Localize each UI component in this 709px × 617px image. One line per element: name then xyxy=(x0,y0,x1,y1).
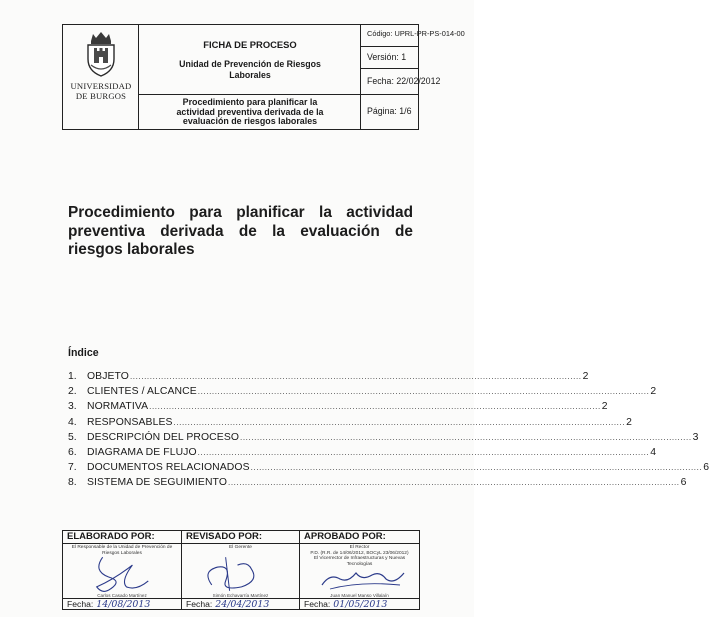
reviewed-date xyxy=(182,598,299,609)
elaborated-signature-icon xyxy=(63,551,181,595)
toc-item-normativa[interactable] xyxy=(68,401,608,416)
sheet-title-cell xyxy=(139,25,361,95)
date-cell xyxy=(361,69,441,95)
document-version: Versión: 1 xyxy=(367,52,407,62)
toc-label: OBJETO xyxy=(87,371,129,382)
document-title: Procedimiento para planificar la actividad preventiva derivada de la evaluación de riesgos laborales xyxy=(68,204,413,258)
document-code: Código: UPRL-PR-PS-014-00 xyxy=(367,29,465,38)
approved-date-value: 01/05/2013 xyxy=(333,599,388,610)
procedure-name-line2: actividad preventiva derivada de la xyxy=(176,106,324,117)
page-cell xyxy=(361,95,418,129)
sheet-title: FICHA DE PROCESO xyxy=(203,39,297,50)
version-cell xyxy=(361,47,418,69)
code-cell xyxy=(361,25,465,47)
reviewed-date-label: Fecha: xyxy=(186,599,213,609)
toc-page: 2 xyxy=(650,386,657,398)
toc-label: DOCUMENTOS RELACIONADOS xyxy=(87,462,250,474)
elaborated-column xyxy=(63,531,182,609)
elaborated-role: El Responsable de la Unidad de Prevención de Riesgos Laborales xyxy=(71,545,173,556)
toc-label: DESCRIPCIÓN DEL PROCESO xyxy=(87,431,240,443)
toc-label: DIAGRAMA DE FLUJO xyxy=(87,446,197,458)
unit-name-line2: Laborales xyxy=(229,69,271,80)
toc-label: NORMATIVA xyxy=(87,401,149,413)
page-number: Página: 1/6 xyxy=(367,106,412,116)
reviewed-heading: REVISADO POR: xyxy=(182,531,299,544)
toc-item-descripcion[interactable] xyxy=(68,431,699,447)
header-table xyxy=(62,24,465,130)
toc-leader-dots: ................................................................................................................................................................ xyxy=(129,372,582,381)
toc-leader-dots: ................................................................................................................................................................ xyxy=(197,447,650,457)
elaborated-date-label: Fecha: xyxy=(67,599,94,609)
procedure-name xyxy=(143,98,357,127)
university-name xyxy=(65,81,137,101)
procedure-name-cell xyxy=(139,95,361,129)
table-of-contents xyxy=(68,371,709,493)
toc-page: 6 xyxy=(703,462,709,474)
document-date: Fecha: 22/02/2012 xyxy=(367,76,441,86)
toc-number: 4. xyxy=(68,416,77,428)
toc-item-responsables[interactable] xyxy=(68,416,632,432)
toc-label: CLIENTES / ALCANCE xyxy=(87,386,197,398)
toc-leader-dots: ................................................................................................................................................................ xyxy=(197,387,650,397)
toc-page: 4 xyxy=(650,446,657,458)
reviewed-date-value: 24/04/2013 xyxy=(215,599,270,610)
toc-page: 3 xyxy=(692,431,699,443)
reviewed-signature-icon xyxy=(182,551,299,595)
toc-number: 3. xyxy=(68,401,77,413)
approved-date xyxy=(300,598,419,609)
elaborated-date xyxy=(63,598,181,609)
toc-item-documentos[interactable] xyxy=(68,462,709,477)
elaborated-heading: ELABORADO POR: xyxy=(63,531,181,544)
toc-number: 6. xyxy=(68,446,77,458)
toc-label: RESPONSABLES xyxy=(87,416,173,428)
university-logo-cell xyxy=(63,25,139,129)
university-name-line2: DE BURGOS xyxy=(75,91,127,101)
elaborated-name: Carlos Casado Martínez xyxy=(97,593,147,598)
toc-leader-dots: ................................................................................................................................................................ xyxy=(173,417,626,427)
university-crest-icon xyxy=(83,31,119,77)
elaborated-date-value: 14/08/2013 xyxy=(96,599,151,610)
approval-table xyxy=(62,530,420,610)
procedure-name-line3: evaluación de riesgos laborales xyxy=(182,116,318,127)
reviewed-name: Simón Echavarría Martínez xyxy=(212,593,269,598)
approved-name: Juan Manuel Manso Villalaín xyxy=(330,593,389,598)
toc-item-seguimiento[interactable] xyxy=(68,477,687,492)
approved-column xyxy=(300,531,419,609)
approved-role-line2: P.D. (R.R. de 14/06/2012, BOCyL 23/06/2012) xyxy=(310,550,409,556)
approved-role-line3: El Vicerrector de Infraestructuras y Nuevas Tecnologías xyxy=(313,556,406,567)
unit-name xyxy=(139,59,361,80)
toc-leader-dots: ................................................................................................................................................................ xyxy=(149,402,601,412)
approved-date-label: Fecha: xyxy=(304,599,331,609)
toc-label: SISTEMA DE SEGUIMIENTO xyxy=(87,477,227,489)
toc-leader-dots: ................................................................................................................................................................ xyxy=(240,432,692,442)
unit-name-line1: Unidad de Prevención de Riesgos xyxy=(179,59,321,69)
reviewed-role: El Gerente xyxy=(229,545,252,550)
toc-item-clientes[interactable] xyxy=(68,386,657,401)
toc-item-diagrama[interactable] xyxy=(68,446,657,462)
toc-leader-dots: ................................................................................................................................................................ xyxy=(228,478,680,488)
approved-heading: APROBADO POR: xyxy=(300,531,419,544)
toc-number: 5. xyxy=(68,431,77,443)
toc-leader-dots: ................................................................................................................................................................ xyxy=(250,463,703,473)
toc-number: 7. xyxy=(68,462,77,474)
index-heading: Índice xyxy=(68,347,99,359)
reviewed-column xyxy=(182,531,300,609)
university-name-line1: UNIVERSIDAD xyxy=(70,81,132,91)
toc-page: 2 xyxy=(626,416,632,428)
toc-page: 2 xyxy=(582,371,589,382)
toc-page: 2 xyxy=(601,401,608,413)
toc-number: 2. xyxy=(68,386,77,398)
approved-signature-icon xyxy=(300,551,419,595)
toc-page: 6 xyxy=(680,477,687,489)
toc-number: 1. xyxy=(68,371,77,382)
procedure-name-line1: Procedimiento para planificar la xyxy=(182,97,318,107)
approved-role-line1: El Rector xyxy=(349,545,370,550)
toc-number: 8. xyxy=(68,477,77,489)
toc-item-objeto[interactable] xyxy=(68,371,589,386)
